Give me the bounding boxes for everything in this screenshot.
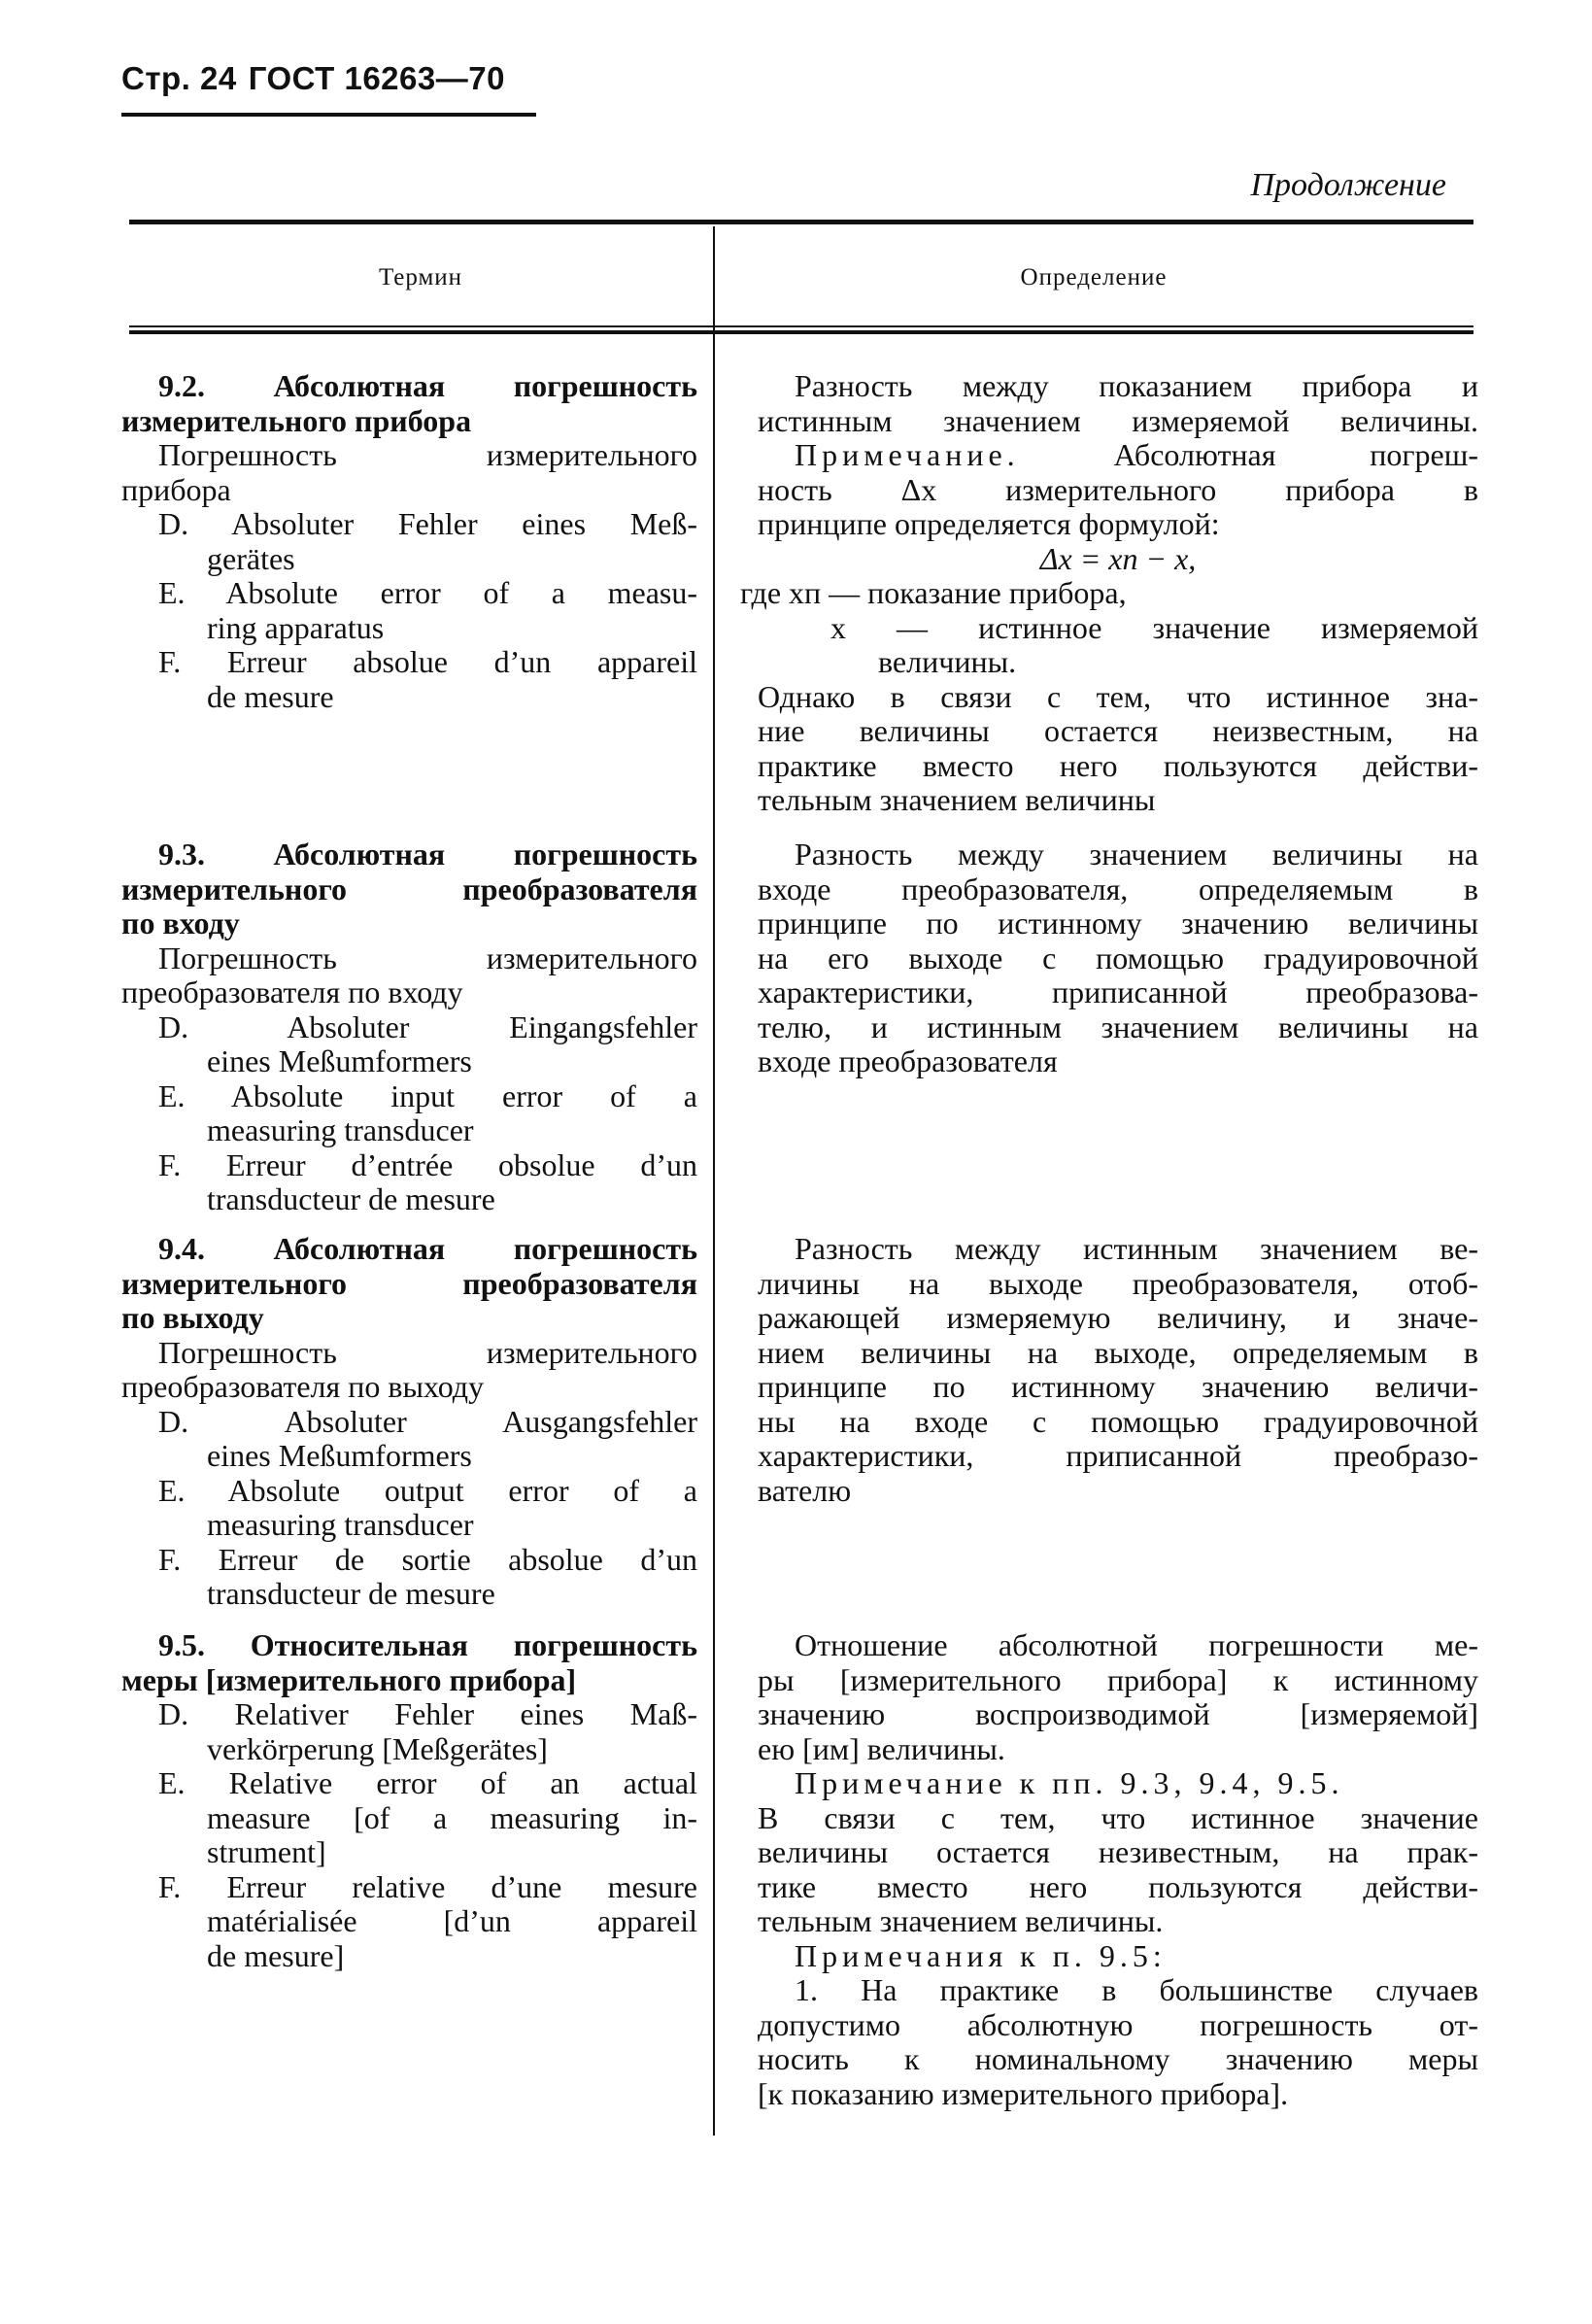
term-french: F. Erreur d’entrée obsolue d’un [158,1146,697,1182]
definition-text: Разность между значением величины на [795,837,1478,872]
definition-text: личины на выходе преобразователя, отоб- [758,1265,1478,1301]
note-text: [к показанию измерительного прибора]. [758,2075,1289,2111]
definition-text: вателю [758,1472,852,1508]
table-top-rule [129,220,1473,224]
note-text: носить к номинальному значению меры [758,2041,1478,2076]
note-label: Примечание к пп. 9.3, 9.4, 9.5. [795,1765,1344,1800]
note-text: тельным значением величины. [758,1903,1164,1938]
formula: Δx = xп − x, [1039,540,1197,576]
term-synonym: преобразователя по входу [121,974,463,1009]
term-title: Абсолютная погрешность [273,368,698,403]
term-title: Абсолютная погрешность [273,837,698,872]
definition-text: истинным значением измеряемой величины. [758,402,1478,438]
term-synonym: Погрешность измерительного [158,1334,697,1370]
term-synonym: Погрешность измерительного [158,940,697,975]
term-number: 9.3. [158,837,205,872]
term-number: 9.2. [158,368,205,403]
term-english: E. Absolute input error of a [158,1077,697,1113]
note-text: принципе определяется формулой: [758,506,1220,541]
definition-text: входе преобразователя, определяемым в [758,871,1478,906]
term-german: D. Absoluter Fehler eines Meß- [158,506,697,541]
standard-number: ГОСТ 16263—70 [248,60,505,96]
term-english: strument] [207,1834,326,1869]
continuation-label: Продолжение [1250,167,1446,203]
term-french: matérialisée [d’un appareil [207,1903,697,1938]
term-french: F. Erreur relative d’une mesure [158,1868,697,1904]
term-french: F. Erreur de sortie absolue d’un [158,1541,697,1577]
note-text: величины остается незивестным, на прак- [758,1834,1478,1869]
term-title: Относительная погрешность [250,1627,697,1662]
term-german: eines Meßumformers [207,1438,472,1473]
term-french: de mesure] [207,1937,345,1973]
definition-9-5 [758,1628,1478,2111]
term-german: D. Absoluter Eingangsfehler [158,1008,697,1044]
table-header-rule-thick [129,330,1473,334]
term-9-5 [121,1628,697,1973]
page-number: Стр. 24 [121,60,237,96]
term-german: D. Relativer Fehler eines Maß- [158,1696,697,1731]
term-title: по входу [121,906,240,940]
definition-text: принципе по истинному значению величи- [758,1369,1478,1404]
term-title: измерительного преобразователя [121,871,697,906]
definition-text: ражающей измеряемую величину, и значе- [758,1300,1478,1335]
definition-text: Отношение абсолютной погрешности ме- [795,1627,1478,1662]
column-divider [713,226,715,2136]
definition-text: ею [им] величины. [758,1730,1005,1766]
definition-text: ры [измерительного прибора] к истинному [758,1661,1478,1697]
term-german: eines Meßumformers [207,1043,472,1078]
column-header-definition: Определение [1020,264,1168,290]
definition-9-2 [740,368,1479,818]
definition-text: практике вместо него пользуются действи- [758,747,1478,783]
formula-var-label: x — [830,609,929,645]
term-english: measuring transducer [207,1507,474,1542]
definition-text: входе преобразователя [758,1043,1058,1078]
term-german: verkörperung [Meßgerätes] [207,1730,548,1766]
note-text: 1. На практике в большинстве случаев [795,1972,1478,2007]
term-number: 9.5. [158,1627,205,1662]
definition-text: нием величины на выходе, определяемым в [758,1334,1478,1370]
term-german: D. Absoluter Ausgangsfehler [158,1403,697,1439]
note-text: В связи с тем, что истинное значение [758,1799,1478,1835]
definition-text: ние величины остается неизвестным, на [758,713,1478,748]
term-french: F. Erreur absolue d’un appareil [158,644,697,679]
definition-text: характеристики, приписанной преобразова- [758,974,1478,1009]
term-title: Абсолютная погрешность [273,1231,698,1266]
page-header [121,60,505,97]
header-underline [121,113,536,117]
definition-text: ны на входе с помощью градуировочной [758,1403,1478,1439]
term-synonym: преобразователя по выходу [121,1369,485,1404]
definition-text: тельным значением величины [758,782,1156,817]
term-9-4 [121,1232,697,1612]
definition-text: Разность между истинным значением ве- [795,1231,1478,1266]
term-french: transducteur de mesure [207,1576,495,1611]
definition-text: характеристики, приписанной преобразо- [758,1438,1478,1473]
term-title: меры [измерительного прибора] [121,1661,577,1697]
definition-9-3 [758,837,1478,1079]
term-9-2 [121,369,697,714]
note-text: Абсолютная погреш- [1113,437,1479,472]
term-9-3 [121,837,697,1217]
definition-text: на его выходе с помощью градуировочной [758,940,1478,975]
term-english: E. Absolute error of a measu- [158,575,697,610]
term-synonym: Погрешность измерительного [158,437,697,472]
term-english: E. Absolute output error of a [158,1472,697,1508]
term-title: измерительного преобразователя [121,1265,697,1301]
definition-text: Разность между показанием прибора и [795,368,1478,403]
term-title: измерительного прибора [121,402,472,438]
definition-text: телю, и истинным значением величины на [758,1008,1478,1044]
notes-label: Примечания к п. 9.5: [795,1937,1167,1973]
term-number: 9.4. [158,1231,205,1266]
definition-text: значению воспроизводимой [измеряемой] [758,1696,1478,1731]
term-english: E. Relative error of an actual [158,1765,697,1800]
term-title: по выходу [121,1300,264,1335]
note-text: ность Δx измерительного прибора в [758,471,1478,507]
term-french: transducteur de mesure [207,1181,495,1216]
note-text: допустимо абсолютную погрешность от- [758,2006,1478,2042]
term-english: measuring transducer [207,1112,474,1147]
formula-var-desc: величины. [878,644,1017,679]
note-label: Примечание. [795,437,1020,472]
formula-var-desc: показание прибора, [867,575,1127,610]
term-french: de mesure [207,678,334,714]
definition-9-4 [758,1232,1478,1508]
term-synonym: прибора [121,471,231,507]
definition-text: Однако в связи с тем, что истинное зна- [758,678,1478,714]
term-english: measure [of a measuring in- [207,1799,697,1835]
formula-var-label: где xп — [740,575,861,610]
note-text: тике вместо него пользуются действи- [758,1868,1478,1904]
column-header-term: Термин [378,264,463,290]
term-german: gerätes [207,540,295,576]
definition-text: принципе по истинному значению величины [758,906,1478,940]
table-header-rule-thin [129,325,1473,327]
formula-var-desc: истинное значение измеряемой [978,609,1479,645]
term-english: ring apparatus [207,609,385,645]
